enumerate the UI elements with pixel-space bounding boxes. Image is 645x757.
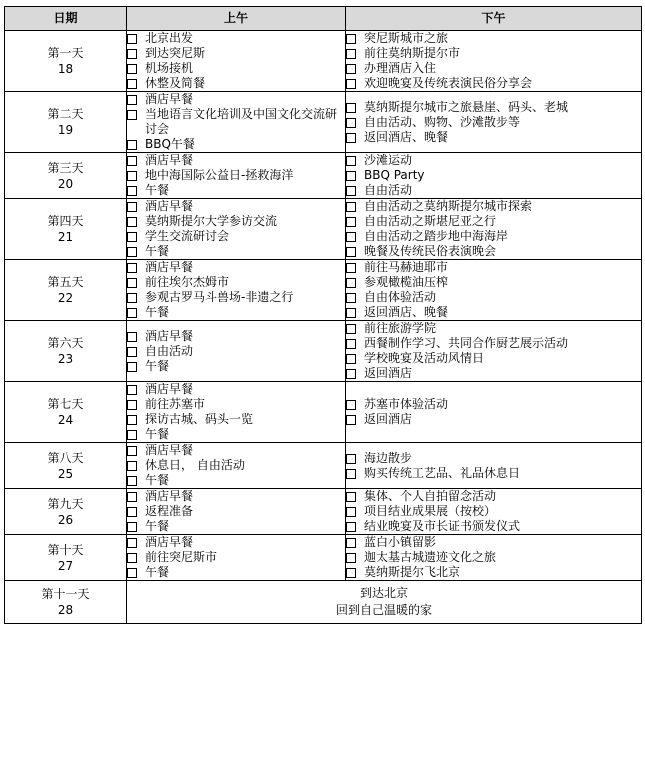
activity-text: 前往旅游学院 (364, 321, 437, 335)
activity-item (127, 344, 345, 359)
activity-text: 返回酒店 (364, 366, 413, 380)
activity-text: 自由活动、购物、沙滩散步等 (364, 114, 521, 129)
afternoon-cell (346, 321, 642, 382)
activity-text: 莫纳斯提尔大学参访交流 (145, 214, 278, 228)
day-row (5, 153, 642, 199)
checkbox-icon (127, 430, 137, 440)
checkbox-icon (127, 217, 137, 227)
day-name: 第八天 (47, 450, 84, 465)
activity-item (346, 31, 641, 46)
activity-item (127, 382, 345, 397)
activity-item (127, 427, 345, 442)
activity-text: 西餐制作学习、共同合作厨艺展示活动 (364, 336, 569, 350)
activity-text: 休息日， 自由活动 (145, 458, 245, 472)
activity-item (127, 244, 345, 259)
day-name: 第九天 (47, 496, 84, 511)
activity-item (346, 535, 641, 550)
activity-text: 酒店早餐 (145, 260, 194, 274)
checkbox-icon (346, 293, 356, 303)
activity-text: 酒店早餐 (145, 92, 194, 106)
checkbox-icon (127, 400, 137, 410)
morning-cell (127, 535, 346, 581)
activity-item (127, 168, 345, 183)
activity-item (127, 153, 345, 168)
activity-item (346, 336, 641, 351)
morning-cell (127, 260, 346, 321)
activity-text: 晚餐及传统民俗表演晚会 (364, 244, 497, 258)
checkbox-icon (346, 339, 356, 349)
activity-item (346, 351, 641, 366)
activity-item (127, 229, 345, 244)
checkbox-icon (127, 202, 137, 212)
day-number: 18 (57, 62, 74, 76)
activity-text: 机场接机 (145, 61, 194, 75)
checkbox-icon (127, 110, 137, 120)
checkbox-icon (346, 369, 356, 379)
checkbox-icon (127, 492, 137, 502)
checkbox-icon (346, 79, 356, 89)
activity-text: 参观橄榄油压榨 (364, 275, 449, 289)
final-line-1: 到达北京 (359, 586, 408, 600)
activity-text: 酒店早餐 (145, 382, 194, 396)
activity-item (346, 76, 641, 91)
activity-text: 酒店早餐 (145, 328, 194, 343)
afternoon-cell (346, 260, 642, 321)
day-cell (5, 382, 127, 443)
checkbox-icon (127, 171, 137, 181)
activity-text: 自由活动 (145, 343, 194, 358)
afternoon-cell (346, 443, 642, 489)
activity-item (127, 46, 345, 61)
checkbox-icon (346, 186, 356, 196)
day-cell (5, 321, 127, 382)
checkbox-icon (127, 446, 137, 456)
header-date: 日期 (5, 7, 127, 31)
activity-text: 自由活动之斯堪尼亚之行 (364, 214, 497, 228)
activity-item (346, 504, 641, 519)
afternoon-cell (346, 489, 642, 535)
checkbox-icon (346, 400, 356, 410)
activity-item (346, 451, 641, 466)
activity-text: 购买传统工艺品、礼品休息日 (364, 465, 521, 480)
activity-text: 午餐 (145, 427, 170, 441)
checkbox-icon (127, 568, 137, 578)
checkbox-icon (346, 64, 356, 74)
afternoon-cell (346, 31, 642, 92)
afternoon-cell (346, 199, 642, 260)
activity-text: 返程准备 (145, 504, 194, 518)
checkbox-icon (346, 49, 356, 59)
day-cell (5, 153, 127, 199)
activity-item (346, 229, 641, 244)
day-row (5, 260, 642, 321)
activity-item (127, 199, 345, 214)
activity-text: 当地语言文化培训及中国文化交流研讨会 (145, 107, 338, 136)
morning-cell (127, 382, 346, 443)
checkbox-icon (346, 454, 356, 464)
activity-item (127, 535, 345, 550)
day-number: 26 (57, 512, 74, 527)
afternoon-cell (346, 382, 642, 443)
day-name: 第四天 (47, 214, 84, 228)
day-row (5, 199, 642, 260)
morning-cell (127, 153, 346, 199)
activity-item (127, 275, 345, 290)
activity-text: 学生交流研讨会 (145, 229, 230, 243)
final-day-activities (127, 581, 642, 624)
header-afternoon: 下午 (346, 7, 642, 31)
day-cell (5, 260, 127, 321)
header-row (5, 7, 642, 31)
activity-item (346, 466, 641, 481)
activity-text: 前往突尼斯市 (145, 550, 218, 564)
afternoon-cell (346, 535, 642, 581)
checkbox-icon (346, 247, 356, 257)
checkbox-icon (346, 217, 356, 227)
activity-item (346, 397, 641, 412)
checkbox-icon (346, 156, 356, 166)
day-cell (5, 92, 127, 153)
day-cell (5, 199, 127, 260)
activity-text: 北京出发 (145, 31, 194, 45)
checkbox-icon (127, 332, 137, 342)
checkbox-icon (346, 171, 356, 181)
activity-text: 返回酒店 (364, 412, 413, 426)
activity-text: 前往苏塞市 (145, 397, 206, 411)
day-cell (5, 489, 127, 535)
day-cell (5, 443, 127, 489)
day-number: 20 (57, 176, 74, 191)
activity-item (346, 565, 641, 580)
activity-item (346, 366, 641, 381)
checkbox-icon (346, 232, 356, 242)
checkbox-icon (127, 79, 137, 89)
header-morning: 上午 (127, 7, 346, 31)
morning-cell (127, 489, 346, 535)
activity-text: 迦太基古城遗迹文化之旅 (364, 550, 497, 564)
activity-item (127, 290, 345, 305)
activity-item (127, 329, 345, 344)
activity-text: 莫纳斯提尔飞北京 (364, 565, 461, 579)
checkbox-icon (127, 278, 137, 288)
checkbox-icon (127, 186, 137, 196)
activity-text: 午餐 (145, 358, 170, 373)
activity-text: 休整及简餐 (145, 76, 206, 90)
checkbox-icon (127, 476, 137, 486)
activity-text: BBQ午餐 (145, 137, 195, 151)
checkbox-icon (127, 64, 137, 74)
activity-text: 结业晚宴及市长证书颁发仪式 (364, 519, 521, 533)
activity-item (346, 519, 641, 534)
activity-item (127, 397, 345, 412)
activity-item (127, 565, 345, 580)
checkbox-icon (127, 308, 137, 318)
activity-text: 午餐 (145, 519, 170, 533)
day-name: 第十天 (47, 542, 84, 557)
activity-item (346, 46, 641, 61)
afternoon-cell (346, 92, 642, 153)
day-name: 第六天 (47, 336, 84, 350)
final-day-row (5, 581, 642, 624)
checkbox-icon (127, 293, 137, 303)
day-row (5, 535, 642, 581)
checkbox-icon (346, 324, 356, 334)
checkbox-icon (127, 507, 137, 517)
day-row (5, 92, 642, 153)
day-number: 19 (57, 123, 74, 137)
activity-text: 欢迎晚宴及传统表演民俗分享会 (364, 76, 533, 90)
checkbox-icon (346, 308, 356, 318)
activity-item (127, 473, 345, 488)
activity-text: 莫纳斯提尔城市之旅悬崖、码头、老城 (364, 99, 569, 114)
activity-text: 酒店早餐 (145, 489, 194, 503)
activity-item (346, 321, 641, 336)
checkbox-icon (127, 95, 137, 105)
activity-text: 午餐 (145, 305, 170, 319)
day-number: 24 (57, 413, 74, 427)
checkbox-icon (346, 34, 356, 44)
morning-cell (127, 443, 346, 489)
activity-text: 前往莫纳斯提尔市 (364, 46, 461, 60)
activity-item (127, 305, 345, 320)
activity-text: BBQ Party (364, 168, 425, 182)
day-number: 21 (57, 230, 74, 244)
checkbox-icon (127, 34, 137, 44)
activity-item (127, 519, 345, 534)
activity-text: 地中海国际公益日-拯救海洋 (145, 168, 294, 182)
day-name: 第十一天 (41, 587, 90, 601)
activity-text: 集体、个人自拍留念活动 (364, 489, 497, 503)
checkbox-icon (127, 362, 137, 372)
checkbox-icon (127, 461, 137, 471)
activity-text: 项目结业成果展（按校） (364, 504, 497, 518)
activity-item (127, 92, 345, 107)
checkbox-icon (127, 247, 137, 257)
activity-item (346, 130, 641, 145)
activity-text: 返回酒店、晚餐 (364, 305, 449, 319)
activity-text: 午餐 (145, 565, 170, 579)
activity-text: 到达突尼斯 (145, 46, 206, 60)
morning-cell (127, 92, 346, 153)
activity-item (127, 504, 345, 519)
day-cell (5, 581, 127, 624)
activity-item (346, 275, 641, 290)
activity-text: 突尼斯城市之旅 (364, 31, 449, 45)
day-name: 第七天 (47, 397, 84, 411)
checkbox-icon (127, 232, 137, 242)
checkbox-icon (346, 469, 356, 479)
activity-text: 酒店早餐 (145, 199, 194, 213)
checkbox-icon (127, 553, 137, 563)
activity-text: 午餐 (145, 473, 170, 487)
day-name: 第一天 (47, 46, 84, 60)
activity-text: 酒店早餐 (145, 153, 194, 167)
activity-text: 自由体验活动 (364, 290, 437, 304)
checkbox-icon (346, 278, 356, 288)
checkbox-icon (346, 202, 356, 212)
activity-item (127, 76, 345, 91)
checkbox-icon (346, 522, 356, 532)
day-name: 第二天 (47, 107, 84, 121)
activity-text: 苏塞市体验活动 (364, 397, 449, 411)
checkbox-icon (127, 415, 137, 425)
activity-text: 沙滩运动 (364, 153, 413, 167)
day-row (5, 382, 642, 443)
activity-item (346, 183, 641, 198)
day-cell (5, 535, 127, 581)
activity-item (127, 260, 345, 275)
activity-item (127, 443, 345, 458)
activity-text: 蓝白小镇留影 (364, 535, 437, 549)
activity-item (346, 153, 641, 168)
afternoon-cell (346, 153, 642, 199)
activity-text: 酒店早餐 (145, 443, 194, 457)
day-number: 27 (57, 558, 74, 573)
activity-text: 午餐 (145, 183, 170, 197)
checkbox-icon (346, 553, 356, 563)
checkbox-icon (346, 492, 356, 502)
activity-item (127, 359, 345, 374)
day-name: 第三天 (47, 160, 84, 175)
activity-text: 酒店早餐 (145, 535, 194, 549)
day-name: 第五天 (47, 275, 84, 289)
day-number: 23 (57, 352, 74, 366)
activity-text: 办理酒店入住 (364, 61, 437, 75)
day-number: 22 (57, 291, 74, 305)
activity-item (127, 61, 345, 76)
checkbox-icon (346, 354, 356, 364)
itinerary-body (5, 31, 642, 624)
activity-item (346, 489, 641, 504)
activity-text: 自由活动之踏步地中海海岸 (364, 229, 509, 243)
activity-item (346, 115, 641, 130)
activity-text: 自由活动 (364, 183, 413, 197)
activity-item (346, 260, 641, 275)
morning-cell (127, 321, 346, 382)
activity-text: 前往马赫迪耶市 (364, 260, 449, 274)
checkbox-icon (127, 263, 137, 273)
checkbox-icon (127, 140, 137, 150)
activity-item (127, 214, 345, 229)
checkbox-icon (127, 49, 137, 59)
activity-item (346, 412, 641, 427)
activity-item (346, 168, 641, 183)
activity-item (346, 290, 641, 305)
activity-item (127, 137, 345, 152)
activity-text: 学校晚宴及活动风情日 (364, 351, 485, 365)
activity-item (127, 412, 345, 427)
activity-item (346, 550, 641, 565)
activity-item (346, 61, 641, 76)
activity-text: 午餐 (145, 244, 170, 258)
checkbox-icon (127, 538, 137, 548)
activity-item (127, 550, 345, 565)
checkbox-icon (346, 507, 356, 517)
activity-text: 返回酒店、晚餐 (364, 129, 449, 144)
checkbox-icon (346, 415, 356, 425)
activity-text: 前往埃尔杰姆市 (145, 275, 230, 289)
activity-item (127, 183, 345, 198)
day-row (5, 321, 642, 382)
checkbox-icon (127, 347, 137, 357)
checkbox-icon (127, 522, 137, 532)
morning-cell (127, 31, 346, 92)
checkbox-icon (346, 263, 356, 273)
final-line-2: 回到自己温暖的家 (335, 603, 432, 617)
activity-item (346, 305, 641, 320)
day-row (5, 443, 642, 489)
itinerary-table (4, 6, 642, 624)
checkbox-icon (127, 156, 137, 166)
morning-cell (127, 199, 346, 260)
activity-text: 参观古罗马斗兽场-非遗之行 (145, 290, 294, 304)
checkbox-icon (346, 568, 356, 578)
activity-item (346, 244, 641, 259)
day-number: 25 (57, 466, 74, 481)
day-row (5, 31, 642, 92)
activity-text: 自由活动之莫纳斯提尔城市探索 (364, 199, 533, 213)
activity-item (346, 214, 641, 229)
activity-item (346, 199, 641, 214)
checkbox-icon (346, 103, 356, 113)
activity-item (127, 489, 345, 504)
activity-item (346, 100, 641, 115)
activity-item (127, 107, 345, 137)
checkbox-icon (346, 118, 356, 128)
activity-item (127, 458, 345, 473)
day-row (5, 489, 642, 535)
activity-item (127, 31, 345, 46)
day-cell (5, 31, 127, 92)
day-number: 28 (57, 603, 74, 617)
activity-text: 探访古城、码头一览 (145, 412, 254, 426)
checkbox-icon (346, 538, 356, 548)
checkbox-icon (127, 385, 137, 395)
checkbox-icon (346, 133, 356, 143)
activity-text: 海边散步 (364, 450, 413, 465)
